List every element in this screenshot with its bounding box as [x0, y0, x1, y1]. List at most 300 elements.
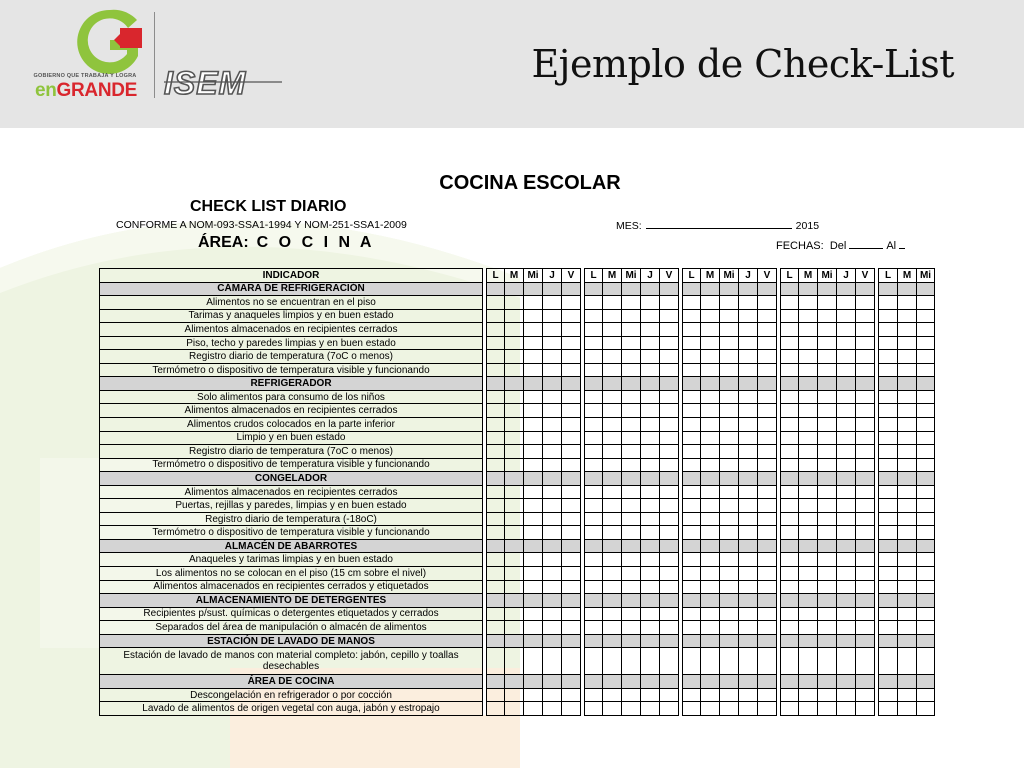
check-cell[interactable] [641, 526, 660, 540]
check-cell[interactable] [622, 621, 641, 635]
check-cell[interactable] [758, 499, 777, 513]
check-cell[interactable] [856, 702, 875, 716]
check-cell[interactable] [879, 702, 898, 716]
check-cell[interactable] [758, 445, 777, 459]
check-cell[interactable] [856, 296, 875, 310]
check-cell[interactable] [818, 323, 837, 337]
check-cell[interactable] [898, 499, 917, 513]
check-cell[interactable] [622, 458, 641, 472]
check-cell[interactable] [505, 607, 524, 621]
check-cell[interactable] [660, 350, 679, 364]
check-cell[interactable] [898, 688, 917, 702]
check-cell[interactable] [641, 445, 660, 459]
check-cell[interactable] [758, 702, 777, 716]
check-cell[interactable] [585, 418, 603, 432]
check-cell[interactable] [562, 567, 581, 581]
check-cell[interactable] [818, 485, 837, 499]
check-cell[interactable] [818, 621, 837, 635]
check-cell[interactable] [917, 363, 935, 377]
check-cell[interactable] [505, 404, 524, 418]
check-cell[interactable] [837, 553, 856, 567]
check-cell[interactable] [505, 445, 524, 459]
check-cell[interactable] [660, 296, 679, 310]
check-cell[interactable] [701, 431, 720, 445]
check-cell[interactable] [585, 526, 603, 540]
check-cell[interactable] [739, 431, 758, 445]
check-cell[interactable] [799, 553, 818, 567]
check-cell[interactable] [898, 580, 917, 594]
check-cell[interactable] [585, 363, 603, 377]
check-cell[interactable] [720, 390, 739, 404]
check-cell[interactable] [543, 648, 562, 675]
check-cell[interactable] [739, 485, 758, 499]
check-cell[interactable] [720, 418, 739, 432]
check-cell[interactable] [641, 336, 660, 350]
check-cell[interactable] [837, 702, 856, 716]
check-cell[interactable] [917, 418, 935, 432]
check-cell[interactable] [856, 336, 875, 350]
check-cell[interactable] [799, 580, 818, 594]
check-cell[interactable] [898, 553, 917, 567]
check-cell[interactable] [524, 688, 543, 702]
check-cell[interactable] [487, 404, 505, 418]
check-cell[interactable] [683, 621, 701, 635]
check-cell[interactable] [781, 418, 799, 432]
check-cell[interactable] [781, 499, 799, 513]
check-cell[interactable] [739, 350, 758, 364]
check-cell[interactable] [799, 648, 818, 675]
check-cell[interactable] [739, 553, 758, 567]
check-cell[interactable] [799, 390, 818, 404]
check-cell[interactable] [641, 350, 660, 364]
check-cell[interactable] [837, 363, 856, 377]
check-cell[interactable] [641, 404, 660, 418]
check-cell[interactable] [856, 404, 875, 418]
check-cell[interactable] [917, 499, 935, 513]
check-cell[interactable] [739, 309, 758, 323]
check-cell[interactable] [898, 404, 917, 418]
check-cell[interactable] [856, 580, 875, 594]
check-cell[interactable] [543, 404, 562, 418]
check-cell[interactable] [879, 688, 898, 702]
check-cell[interactable] [898, 445, 917, 459]
check-cell[interactable] [505, 553, 524, 567]
check-cell[interactable] [701, 363, 720, 377]
check-cell[interactable] [701, 445, 720, 459]
check-cell[interactable] [543, 323, 562, 337]
check-cell[interactable] [799, 363, 818, 377]
check-cell[interactable] [879, 512, 898, 526]
check-cell[interactable] [879, 418, 898, 432]
check-cell[interactable] [603, 485, 622, 499]
month-blank[interactable] [646, 219, 792, 229]
check-cell[interactable] [524, 323, 543, 337]
check-cell[interactable] [585, 512, 603, 526]
check-cell[interactable] [701, 512, 720, 526]
check-cell[interactable] [622, 350, 641, 364]
check-cell[interactable] [837, 499, 856, 513]
check-cell[interactable] [856, 390, 875, 404]
check-cell[interactable] [622, 418, 641, 432]
check-cell[interactable] [562, 363, 581, 377]
check-cell[interactable] [683, 418, 701, 432]
check-cell[interactable] [701, 485, 720, 499]
check-cell[interactable] [641, 553, 660, 567]
check-cell[interactable] [837, 418, 856, 432]
check-cell[interactable] [837, 512, 856, 526]
check-cell[interactable] [917, 390, 935, 404]
check-cell[interactable] [879, 336, 898, 350]
check-cell[interactable] [603, 323, 622, 337]
check-cell[interactable] [739, 418, 758, 432]
check-cell[interactable] [585, 431, 603, 445]
check-cell[interactable] [799, 567, 818, 581]
check-cell[interactable] [917, 621, 935, 635]
check-cell[interactable] [701, 309, 720, 323]
check-cell[interactable] [524, 621, 543, 635]
check-cell[interactable] [622, 336, 641, 350]
check-cell[interactable] [701, 553, 720, 567]
check-cell[interactable] [603, 621, 622, 635]
check-cell[interactable] [739, 567, 758, 581]
check-cell[interactable] [585, 648, 603, 675]
check-cell[interactable] [917, 458, 935, 472]
check-cell[interactable] [660, 499, 679, 513]
check-cell[interactable] [917, 336, 935, 350]
check-cell[interactable] [856, 309, 875, 323]
check-cell[interactable] [683, 688, 701, 702]
check-cell[interactable] [879, 567, 898, 581]
check-cell[interactable] [758, 296, 777, 310]
check-cell[interactable] [879, 390, 898, 404]
check-cell[interactable] [683, 309, 701, 323]
check-cell[interactable] [660, 404, 679, 418]
check-cell[interactable] [758, 580, 777, 594]
check-cell[interactable] [562, 418, 581, 432]
check-cell[interactable] [898, 350, 917, 364]
check-cell[interactable] [758, 418, 777, 432]
check-cell[interactable] [739, 607, 758, 621]
check-cell[interactable] [487, 499, 505, 513]
check-cell[interactable] [701, 350, 720, 364]
check-cell[interactable] [739, 390, 758, 404]
check-cell[interactable] [543, 336, 562, 350]
check-cell[interactable] [837, 350, 856, 364]
check-cell[interactable] [562, 688, 581, 702]
check-cell[interactable] [758, 567, 777, 581]
check-cell[interactable] [856, 567, 875, 581]
check-cell[interactable] [487, 607, 505, 621]
check-cell[interactable] [524, 702, 543, 716]
check-cell[interactable] [660, 607, 679, 621]
check-cell[interactable] [739, 621, 758, 635]
check-cell[interactable] [799, 296, 818, 310]
check-cell[interactable] [701, 458, 720, 472]
check-cell[interactable] [917, 404, 935, 418]
check-cell[interactable] [524, 567, 543, 581]
check-cell[interactable] [524, 499, 543, 513]
check-cell[interactable] [739, 404, 758, 418]
check-cell[interactable] [799, 526, 818, 540]
check-cell[interactable] [701, 567, 720, 581]
check-cell[interactable] [781, 553, 799, 567]
check-cell[interactable] [758, 431, 777, 445]
check-cell[interactable] [781, 431, 799, 445]
check-cell[interactable] [683, 607, 701, 621]
check-cell[interactable] [879, 309, 898, 323]
check-cell[interactable] [603, 458, 622, 472]
check-cell[interactable] [562, 580, 581, 594]
check-cell[interactable] [818, 363, 837, 377]
check-cell[interactable] [701, 404, 720, 418]
check-cell[interactable] [683, 553, 701, 567]
check-cell[interactable] [739, 323, 758, 337]
check-cell[interactable] [585, 458, 603, 472]
check-cell[interactable] [683, 567, 701, 581]
check-cell[interactable] [720, 648, 739, 675]
check-cell[interactable] [758, 458, 777, 472]
check-cell[interactable] [543, 526, 562, 540]
check-cell[interactable] [603, 512, 622, 526]
check-cell[interactable] [683, 404, 701, 418]
check-cell[interactable] [898, 458, 917, 472]
check-cell[interactable] [622, 580, 641, 594]
check-cell[interactable] [562, 296, 581, 310]
check-cell[interactable] [622, 445, 641, 459]
check-cell[interactable] [543, 309, 562, 323]
check-cell[interactable] [799, 309, 818, 323]
check-cell[interactable] [720, 688, 739, 702]
check-cell[interactable] [781, 648, 799, 675]
check-cell[interactable] [837, 309, 856, 323]
check-cell[interactable] [660, 336, 679, 350]
check-cell[interactable] [720, 553, 739, 567]
check-cell[interactable] [701, 702, 720, 716]
check-cell[interactable] [543, 350, 562, 364]
date-from-blank[interactable] [849, 239, 883, 249]
check-cell[interactable] [818, 336, 837, 350]
check-cell[interactable] [683, 580, 701, 594]
check-cell[interactable] [917, 323, 935, 337]
check-cell[interactable] [487, 485, 505, 499]
check-cell[interactable] [505, 648, 524, 675]
check-cell[interactable] [641, 485, 660, 499]
check-cell[interactable] [781, 404, 799, 418]
check-cell[interactable] [758, 607, 777, 621]
check-cell[interactable] [917, 445, 935, 459]
check-cell[interactable] [781, 621, 799, 635]
check-cell[interactable] [879, 526, 898, 540]
check-cell[interactable] [487, 350, 505, 364]
check-cell[interactable] [879, 553, 898, 567]
check-cell[interactable] [641, 567, 660, 581]
check-cell[interactable] [562, 702, 581, 716]
check-cell[interactable] [660, 648, 679, 675]
check-cell[interactable] [781, 607, 799, 621]
check-cell[interactable] [622, 702, 641, 716]
check-cell[interactable] [585, 621, 603, 635]
check-cell[interactable] [585, 390, 603, 404]
check-cell[interactable] [879, 404, 898, 418]
check-cell[interactable] [879, 580, 898, 594]
check-cell[interactable] [487, 296, 505, 310]
check-cell[interactable] [585, 445, 603, 459]
check-cell[interactable] [622, 485, 641, 499]
check-cell[interactable] [585, 499, 603, 513]
check-cell[interactable] [818, 607, 837, 621]
check-cell[interactable] [739, 526, 758, 540]
check-cell[interactable] [818, 702, 837, 716]
check-cell[interactable] [818, 404, 837, 418]
check-cell[interactable] [837, 336, 856, 350]
check-cell[interactable] [879, 323, 898, 337]
check-cell[interactable] [701, 580, 720, 594]
check-cell[interactable] [622, 526, 641, 540]
check-cell[interactable] [603, 296, 622, 310]
check-cell[interactable] [585, 702, 603, 716]
check-cell[interactable] [641, 580, 660, 594]
check-cell[interactable] [781, 458, 799, 472]
check-cell[interactable] [879, 431, 898, 445]
check-cell[interactable] [603, 390, 622, 404]
check-cell[interactable] [781, 580, 799, 594]
check-cell[interactable] [562, 526, 581, 540]
check-cell[interactable] [660, 526, 679, 540]
check-cell[interactable] [898, 323, 917, 337]
check-cell[interactable] [799, 607, 818, 621]
check-cell[interactable] [487, 580, 505, 594]
check-cell[interactable] [856, 418, 875, 432]
check-cell[interactable] [701, 418, 720, 432]
check-cell[interactable] [781, 485, 799, 499]
check-cell[interactable] [898, 390, 917, 404]
check-cell[interactable] [818, 309, 837, 323]
check-cell[interactable] [562, 648, 581, 675]
check-cell[interactable] [487, 431, 505, 445]
check-cell[interactable] [701, 336, 720, 350]
check-cell[interactable] [720, 458, 739, 472]
check-cell[interactable] [898, 431, 917, 445]
check-cell[interactable] [585, 296, 603, 310]
check-cell[interactable] [524, 526, 543, 540]
check-cell[interactable] [917, 567, 935, 581]
check-cell[interactable] [837, 445, 856, 459]
check-cell[interactable] [562, 485, 581, 499]
check-cell[interactable] [856, 621, 875, 635]
check-cell[interactable] [622, 431, 641, 445]
check-cell[interactable] [603, 350, 622, 364]
check-cell[interactable] [543, 458, 562, 472]
check-cell[interactable] [505, 499, 524, 513]
check-cell[interactable] [758, 512, 777, 526]
check-cell[interactable] [917, 296, 935, 310]
check-cell[interactable] [898, 309, 917, 323]
check-cell[interactable] [505, 350, 524, 364]
check-cell[interactable] [758, 323, 777, 337]
check-cell[interactable] [701, 648, 720, 675]
check-cell[interactable] [487, 390, 505, 404]
check-cell[interactable] [487, 621, 505, 635]
check-cell[interactable] [683, 390, 701, 404]
check-cell[interactable] [524, 580, 543, 594]
check-cell[interactable] [701, 607, 720, 621]
check-cell[interactable] [487, 553, 505, 567]
check-cell[interactable] [603, 648, 622, 675]
check-cell[interactable] [701, 323, 720, 337]
check-cell[interactable] [622, 390, 641, 404]
check-cell[interactable] [585, 567, 603, 581]
check-cell[interactable] [720, 296, 739, 310]
check-cell[interactable] [683, 431, 701, 445]
check-cell[interactable] [898, 648, 917, 675]
check-cell[interactable] [603, 418, 622, 432]
check-cell[interactable] [622, 553, 641, 567]
check-cell[interactable] [660, 445, 679, 459]
check-cell[interactable] [487, 567, 505, 581]
check-cell[interactable] [781, 296, 799, 310]
check-cell[interactable] [641, 621, 660, 635]
check-cell[interactable] [720, 363, 739, 377]
check-cell[interactable] [720, 512, 739, 526]
check-cell[interactable] [739, 688, 758, 702]
check-cell[interactable] [505, 567, 524, 581]
check-cell[interactable] [505, 431, 524, 445]
check-cell[interactable] [543, 485, 562, 499]
check-cell[interactable] [660, 512, 679, 526]
check-cell[interactable] [837, 580, 856, 594]
check-cell[interactable] [603, 607, 622, 621]
check-cell[interactable] [739, 363, 758, 377]
check-cell[interactable] [758, 621, 777, 635]
check-cell[interactable] [543, 418, 562, 432]
check-cell[interactable] [505, 296, 524, 310]
check-cell[interactable] [837, 404, 856, 418]
check-cell[interactable] [799, 458, 818, 472]
check-cell[interactable] [720, 336, 739, 350]
check-cell[interactable] [879, 621, 898, 635]
check-cell[interactable] [917, 648, 935, 675]
check-cell[interactable] [641, 296, 660, 310]
check-cell[interactable] [701, 499, 720, 513]
check-cell[interactable] [799, 621, 818, 635]
check-cell[interactable] [781, 336, 799, 350]
check-cell[interactable] [622, 363, 641, 377]
check-cell[interactable] [660, 309, 679, 323]
check-cell[interactable] [524, 431, 543, 445]
check-cell[interactable] [543, 431, 562, 445]
check-cell[interactable] [641, 607, 660, 621]
check-cell[interactable] [799, 485, 818, 499]
check-cell[interactable] [781, 567, 799, 581]
check-cell[interactable] [837, 621, 856, 635]
check-cell[interactable] [524, 296, 543, 310]
check-cell[interactable] [603, 363, 622, 377]
check-cell[interactable] [818, 567, 837, 581]
check-cell[interactable] [543, 512, 562, 526]
check-cell[interactable] [543, 702, 562, 716]
check-cell[interactable] [739, 499, 758, 513]
check-cell[interactable] [879, 499, 898, 513]
check-cell[interactable] [660, 580, 679, 594]
check-cell[interactable] [660, 323, 679, 337]
check-cell[interactable] [505, 418, 524, 432]
check-cell[interactable] [683, 526, 701, 540]
check-cell[interactable] [543, 688, 562, 702]
check-cell[interactable] [856, 512, 875, 526]
check-cell[interactable] [524, 350, 543, 364]
check-cell[interactable] [739, 445, 758, 459]
check-cell[interactable] [739, 648, 758, 675]
